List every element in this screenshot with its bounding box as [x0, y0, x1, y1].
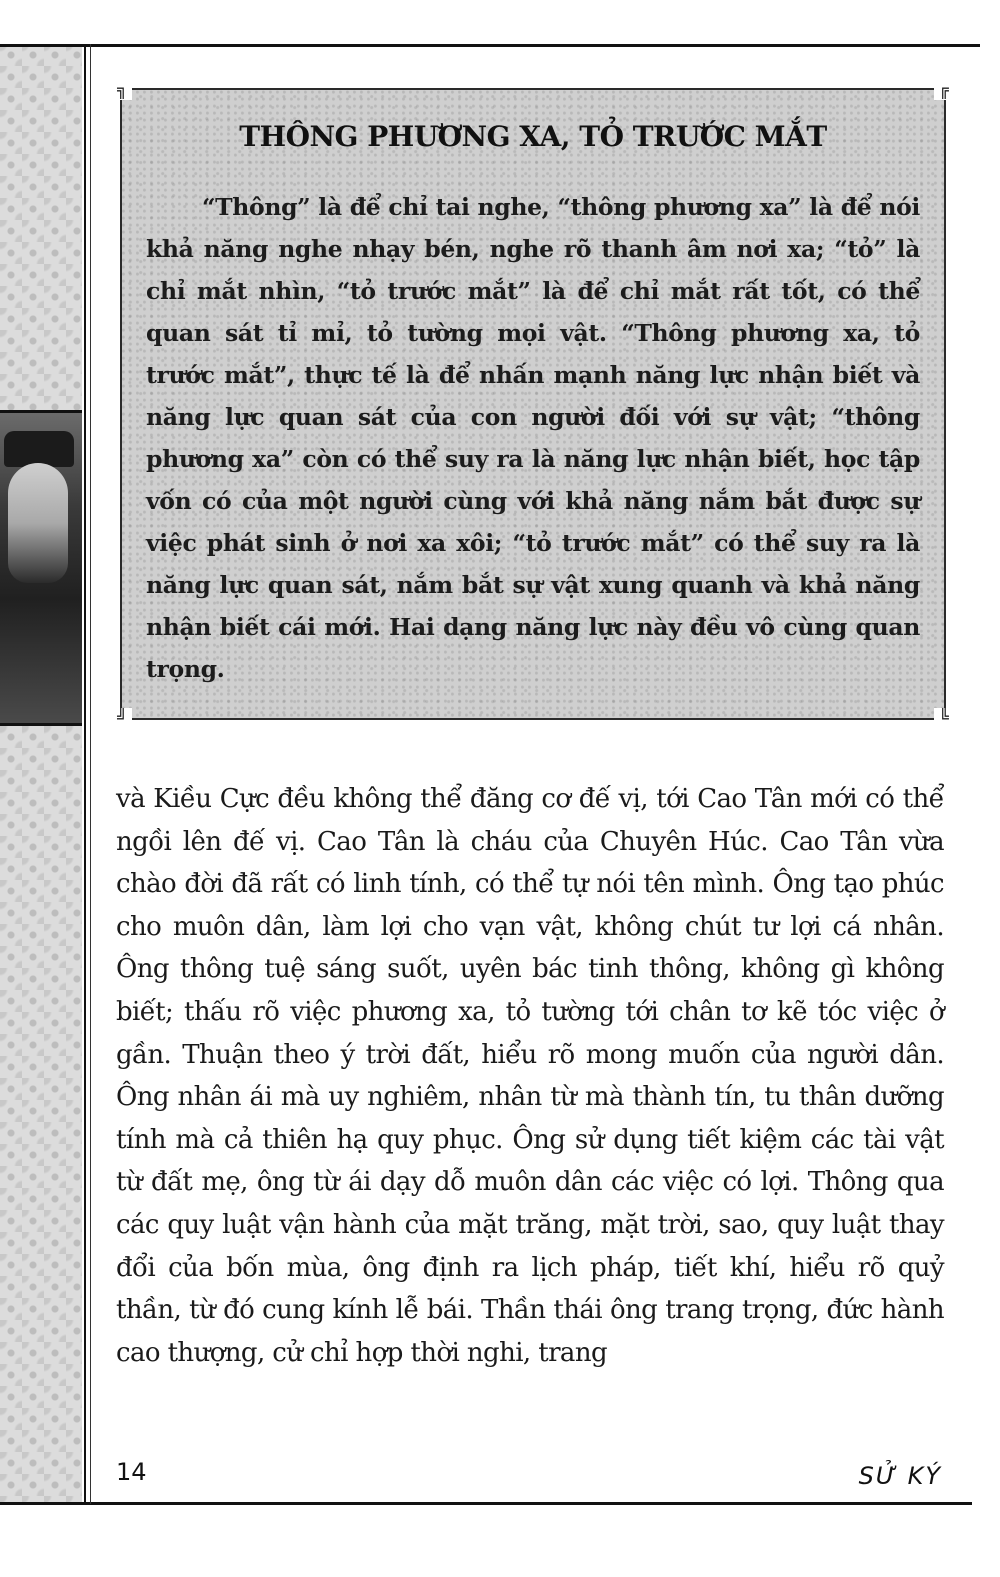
- corner-ornament-icon: ╗: [112, 80, 132, 100]
- page-number: 14: [116, 1458, 147, 1486]
- bottom-rule: [0, 1502, 972, 1505]
- sidebar-box: [117, 80, 949, 727]
- body-paragraph: và Kiều Cực đều không thể đăng cơ đế vị, tới Cao Tân mới có thể ngồi lên đế vị. Cao Tân là cháu của Chuyên Húc. Cao Tân vừa chào đời đã rất có linh tính, có thể tự nói tên mình. Ông tạo phúc cho muôn dân, làm lợi cho vạn vật, không chút tư lợi cá nhân. Ông thông tuệ sáng suốt, uyên bác tinh thông, không gì không biết; thấu rõ việc phương xa, tỏ tường tới chân tơ kẽ tóc việc ở gần. Thuận theo ý trời đất, hiểu rõ mong muốn của người dân. Ông nhân ái mà uy nghiêm, nhân từ mà thành tín, tu thân dưỡng tính mà cả thiên hạ quy phục. Ông sử dụng tiết kiệm các tài vật từ đất mẹ, ông từ ái dạy dỗ muôn dân các việc có lợi. Thông qua các quy luật vận hành của mặt trăng, mặt trời, sao, quy luật thay đổi của bốn mùa, ông định ra lịch pháp, tiết khí, hiểu rõ quỷ thần, từ đó cung kính lễ bái. Thần thái ông trang trọng, đức hành cao thượng, cử chỉ hợp thời nghi, trang: [116, 784, 944, 1368]
- top-rule: [0, 44, 980, 47]
- decorative-side-strip: [0, 44, 82, 1502]
- corner-ornament-icon: ╔: [934, 80, 954, 100]
- corner-ornament-icon: ╚: [934, 708, 954, 728]
- sidebar-title: THÔNG PHƯƠNG XA, TỎ TRƯỚC MẮT: [239, 120, 827, 153]
- margin-rule: [84, 44, 86, 1504]
- margin-rule-inner: [90, 44, 91, 1504]
- corner-ornament-icon: ╝: [112, 708, 132, 728]
- sidebar-body: “Thông” là để chỉ tai nghe, “thông phương xa” là để nói khả năng nghe nhạy bén, nghe rõ thanh âm nơi xa; “tỏ” là chỉ mắt nhìn, “tỏ trước mắt” là để chỉ mắt rất tốt, có thể quan sát tỉ mỉ, tỏ tường mọi vật. “Thông phương xa, tỏ trước mắt”, thực tế là để nhấn mạnh năng lực nhận biết và năng lực quan sát của con người đối với sự vật; “thông phương xa” còn có thể suy ra là năng lực nhận biết, học tập vốn có của một người cùng với khả năng nắm bắt được sự việc phát sinh ở nơi xa xôi; “tỏ trước mắt” có thể suy ra là năng lực quan sát, nắm bắt sự vật xung quanh và khả năng nhận biết cái mới. Hai dạng năng lực này đều vô cùng quan trọng.: [146, 193, 920, 683]
- portrait-face: [8, 463, 68, 583]
- running-title: SỬ KÝ: [858, 1462, 942, 1490]
- side-portrait-illustration: [0, 410, 82, 726]
- portrait-hat: [4, 431, 74, 467]
